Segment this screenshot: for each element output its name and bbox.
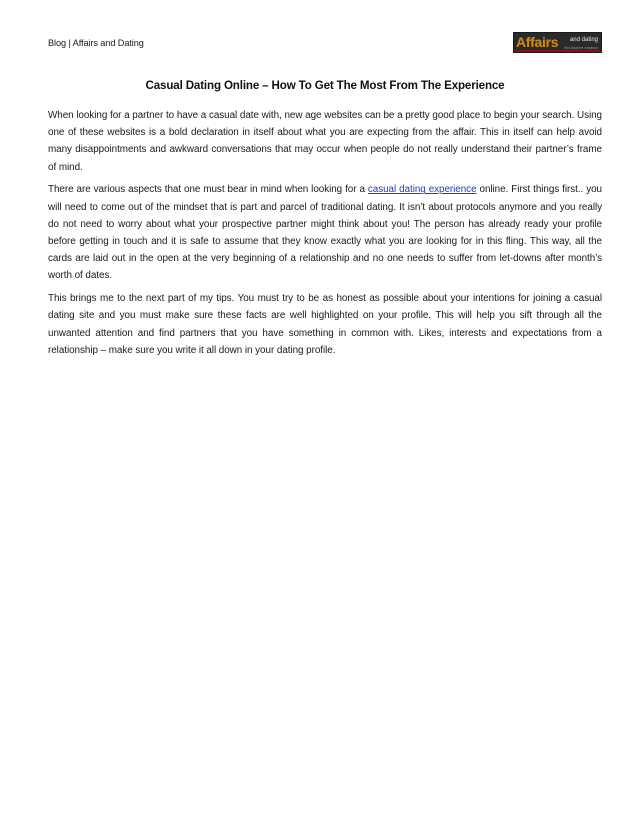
article-body <box>48 107 602 365</box>
logo-sub-text: and dating <box>569 37 598 43</box>
paragraph-intro: When looking for a partner to have a casual date with, new age websites can be a pretty good place to begin your search. Using one of these websites is a bold declaration in itself about what you are expecting from the affair. This in itself can help avoid many disappointments and awkward conversations that may occur when people do not really understand their partner’s frame of mind. <box>48 110 602 173</box>
casual-dating-experience-link[interactable]: casual dating experience <box>367 184 477 196</box>
logo-main-text: Affairs <box>516 34 559 50</box>
paragraph-aspects-rest: online. First things first.. you will need to come out of the mindset that is part and parcel of traditional dating. It isn’t about protocols anymore and you really do not need to worry about what your prospective partner might think about you! The person has already ready your profile before getting in touch and it is safe to assume that they know exactly what you are looking for in this fling. This way, all the cards are laid out in the open at the very beginning of a relationship and no one needs to suffer from let-downs after month’s worth of dates. <box>48 184 602 282</box>
breadcrumb: Blog | Affairs and Dating <box>48 38 144 48</box>
site-logo[interactable] <box>513 32 602 53</box>
page-header <box>48 30 602 56</box>
paragraph-aspects-start: There are various aspects that one must bear in mind when looking for a <box>48 184 368 196</box>
article-title: Casual Dating Online – How To Get The Most From The Experience <box>145 79 505 92</box>
paragraph-aspects <box>48 181 602 284</box>
logo-stripe <box>514 50 601 52</box>
logo-tagline: find discreet romance <box>564 46 598 50</box>
paragraph-honesty: This brings me to the next part of my tips. You must try to be as honest as possible about your intentions for joining a casual dating site and you must make sure these facts are well highlighted on your profile. This will help you sift through all the unwanted attention and find partners that you have something in common with. Likes, interests and expectations from a relationship – make sure you write it all down in your dating profile. <box>48 293 602 356</box>
